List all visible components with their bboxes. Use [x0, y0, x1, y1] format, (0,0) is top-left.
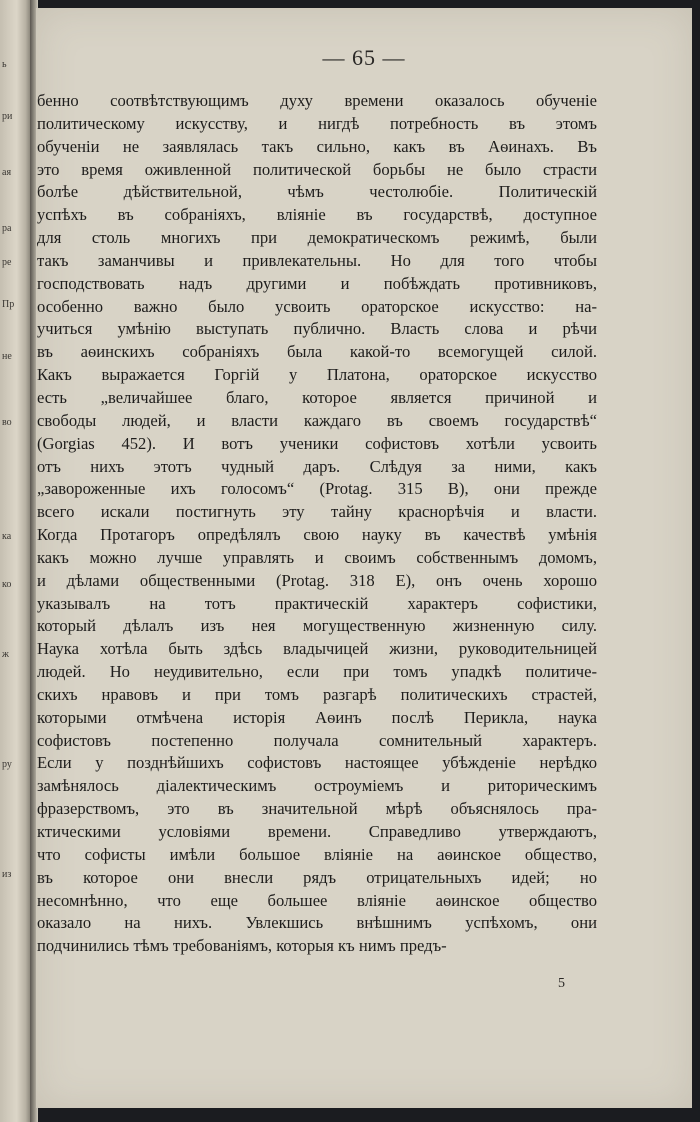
body-text [37, 90, 597, 958]
text-line: Если у позднѣйшихъ софистовъ настоящее убѣжденіе нерѣдко [37, 753, 597, 773]
text-line: для столь многихъ при демократическомъ режимѣ, были [37, 228, 597, 248]
margin-fragment: ж [2, 649, 9, 660]
text-line: успѣхъ въ собраніяхъ, вліяніе въ государствѣ, доступное [37, 205, 597, 225]
margin-fragment: ра [2, 223, 12, 234]
text-line: Какъ выражается Горгій у Платона, ораторское искусство [37, 365, 597, 385]
text-line: обученіи не заявлялась такъ сильно, какъ въ Аѳинахъ. Въ [37, 136, 597, 156]
text-line: подчинились тѣмъ требованіямъ, которыя къ нимъ предъ- [37, 936, 447, 956]
margin-fragment: ри [2, 111, 13, 122]
text-line: политическому искусству, и нигдѣ потребность въ этомъ [37, 113, 597, 133]
text-line: фразерствомъ, это въ значительной мѣрѣ объяснялось пра- [37, 799, 597, 819]
text-line: болѣе дѣйствительной, чѣмъ честолюбіе. Политическій [37, 182, 597, 202]
text-line: „завороженные ихъ голосомъ“ (Protag. 315 B), они прежде [37, 479, 597, 499]
text-line: оказало на нихъ. Увлекшись внѣшнимъ успѣхомъ, они [37, 913, 597, 933]
signature-mark: 5 [558, 976, 565, 991]
text-line: указывалъ на тотъ практическій характеръ софистики, [37, 593, 597, 613]
margin-fragment: ая [2, 167, 12, 178]
text-line: это время оживленной политической борьбы не было страсти [37, 159, 597, 179]
text-line: въ которое они внесли рядъ отрицательныхъ идей; но [37, 867, 597, 887]
book-page [36, 8, 692, 1108]
text-line: отъ нихъ этотъ чудный даръ. Слѣдуя за ними, какъ [37, 456, 597, 476]
text-line: въ аѳинскихъ собраніяхъ была какой-то всемогущей силой. [37, 342, 597, 362]
text-line: софистовъ постепенно получала сомнительный характеръ. [37, 730, 597, 750]
text-line: такъ заманчивы и привлекательны. Но для того чтобы [37, 250, 597, 270]
text-line: ктическими условіями времени. Справедливо утверждаютъ, [37, 822, 597, 841]
margin-fragment: ре [2, 257, 12, 268]
adjacent-page-edge [0, 0, 30, 1122]
margin-fragment: не [2, 351, 12, 362]
text-line: замѣнялось діалектическимъ остроуміемъ и риторическимъ [37, 776, 597, 796]
text-line: всего искали постигнуть эту тайну краснорѣчія и власти. [37, 502, 597, 522]
margin-fragment: ка [2, 531, 12, 542]
text-line: Наука хотѣла быть здѣсь владычицей жизни, руководительницей [37, 639, 597, 659]
text-line: что софисты имѣли большое вліяніе на аѳинское общество, [37, 844, 597, 864]
text-line: какъ можно лучше управлять и своимъ собственнымъ домомъ, [37, 547, 597, 567]
text-line: Когда Протагоръ опредѣлялъ свою науку въ качествѣ умѣнія [37, 525, 597, 545]
text-line: учиться умѣнію выступать публично. Власть слова и рѣчи [37, 319, 597, 339]
text-line: господствовать надъ другими и побѣждать противниковъ, [37, 273, 597, 293]
text-line: и дѣлами общественными (Protag. 318 E), онъ очень хорошо [37, 570, 597, 590]
text-line: бенно соотвѣтствующимъ духу времени оказалось обученіе [37, 91, 597, 110]
margin-fragment: Пр [2, 299, 15, 310]
text-line: который дѣлалъ изъ нея могущественную жизненную силу. [37, 616, 597, 636]
text-line: особенно важно было усвоить ораторское искусство: на- [37, 296, 597, 316]
margin-fragment: во [2, 417, 12, 428]
text-line: есть „величайшее благо, которое является причиной и [37, 387, 597, 407]
margin-fragment: ко [2, 579, 12, 590]
text-line: которыми отмѣчена исторія Аѳинъ послѣ Перикла, наука [37, 707, 597, 727]
text-line: несомнѣнно, что еще большее вліяніе аѳинское общество [37, 890, 597, 910]
text-line: скихъ нравовъ и при томъ разгарѣ политическихъ страстей, [37, 684, 597, 704]
margin-fragment: из [2, 869, 12, 880]
text-line: свободы людей, и власти каждаго въ своемъ государствѣ“ [37, 410, 597, 430]
text-line: людей. Но неудивительно, если при томъ упадкѣ политиче- [37, 662, 597, 682]
page-number: — 65 — [322, 45, 406, 70]
margin-fragment: ь [2, 59, 7, 70]
text-line: (Gorgias 452). И вотъ ученики софистовъ хотѣли усвоить [37, 433, 597, 453]
margin-fragment: ру [2, 759, 12, 770]
